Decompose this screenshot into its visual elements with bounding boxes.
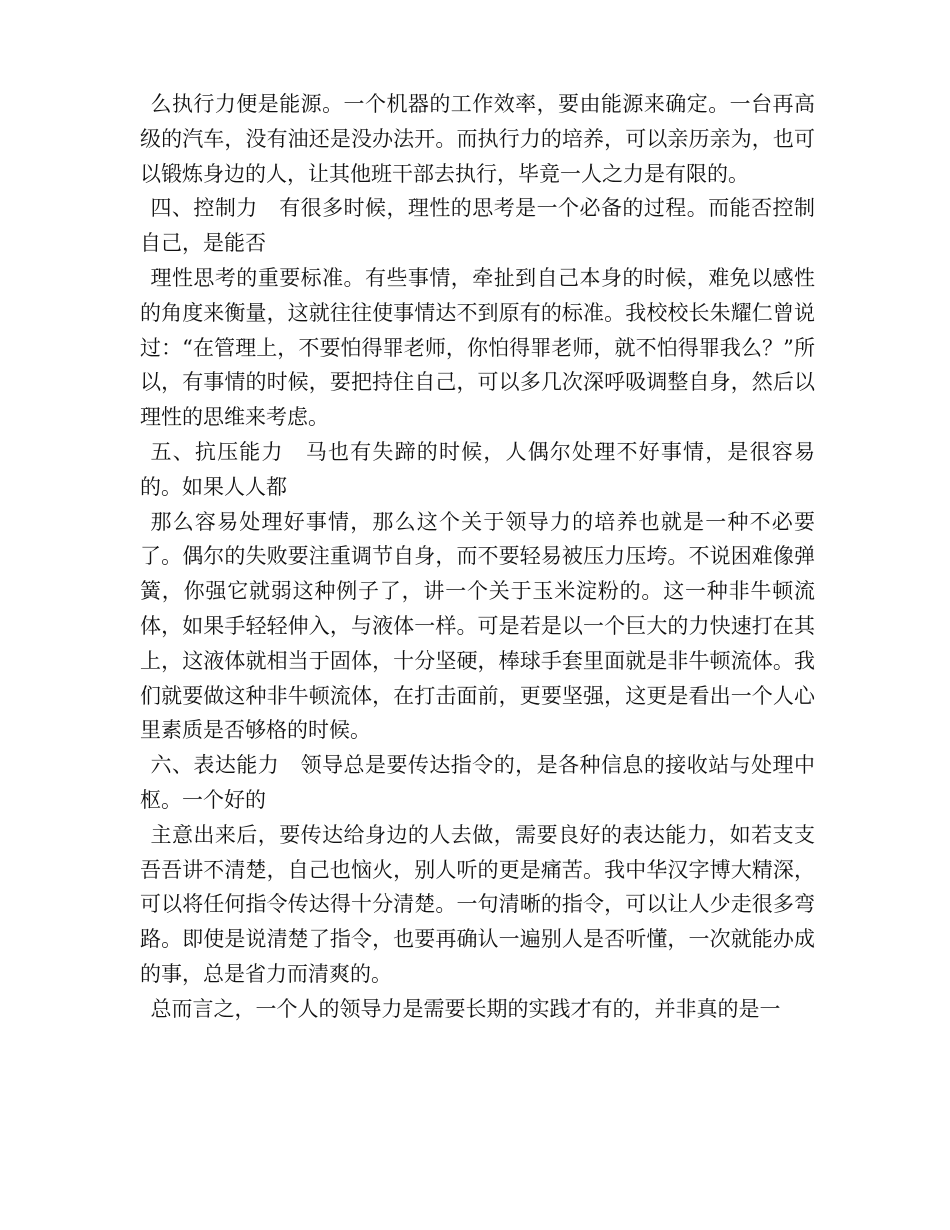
paragraph-conclusion: 总而言之，一个人的领导力是需要长期的实践才有的，并非真的是一 [150,996,781,1021]
paragraph-control-body: 理性思考的重要标准。有些事情，牵扯到自己本身的时候，难免以感性的角度来衡量，这就往往使事情达不到原有的标准。我校校长朱耀仁曾说过：“在管理上，不要怕得罪老师，你怕得罪老师，就不怕得罪我么？”所以，有事情的时候，要把持住自己，可以多几次深呼吸调整自身，然后以理性的思维来考虑。 [140,265,815,430]
paragraph-pressure-heading: 五、抗压能力 马也有失蹄的时候，人偶尔处理不好事情，是很容易的。如果人人都 [140,439,815,499]
document-page [140,87,815,1027]
paragraph-control-heading: 四、控制力 有很多时候，理性的思考是一个必备的过程。而能否控制自己，是能否 [140,196,815,256]
paragraph-expression-heading: 六、表达能力 领导总是要传达指令的，是各种信息的接收站与处理中枢。一个好的 [140,753,815,812]
paragraph-execution-continued: 么执行力便是能源。一个机器的工作效率，要由能源来确定。一台再高级的汽车，没有油还是没办法开。而执行力的培养，可以亲历亲为，也可以锻炼身边的人，让其他班干部去执行，毕竟一人之力是有限的。 [140,92,815,186]
paragraph-pressure-body: 那么容易处理好事情，那么这个关于领导力的培养也就是一种不必要了。偶尔的失败要注重调节自身，而不要轻易被压力压垮。不说困难像弹簧，你强它就弱这种例子了，讲一个关于玉米淀粉的。这一种非牛顿流体，如果手轻轻伸入，与液体一样。可是若是以一个巨大的力快速打在其上，这液体就相当于固体，十分坚硬，棒球手套里面就是非牛顿流体。我们就要做这种非牛顿流体，在打击面前，更要坚强，这更是看出一个人心里素质是否够格的时候。 [140,509,815,743]
paragraph-expression-body: 主意出来后，要传达给身边的人去做，需要良好的表达能力，如若支支吾吾讲不清楚，自己也恼火，别人听的更是痛苦。我中华汉字博大精深，可以将任何指令传达得十分清楚。一句清晰的指令，可以让人少走很多弯路。即使是说清楚了指令，也要再确认一遍别人是否听懂，一次就能办成的事，总是省力而清爽的。 [140,822,815,986]
